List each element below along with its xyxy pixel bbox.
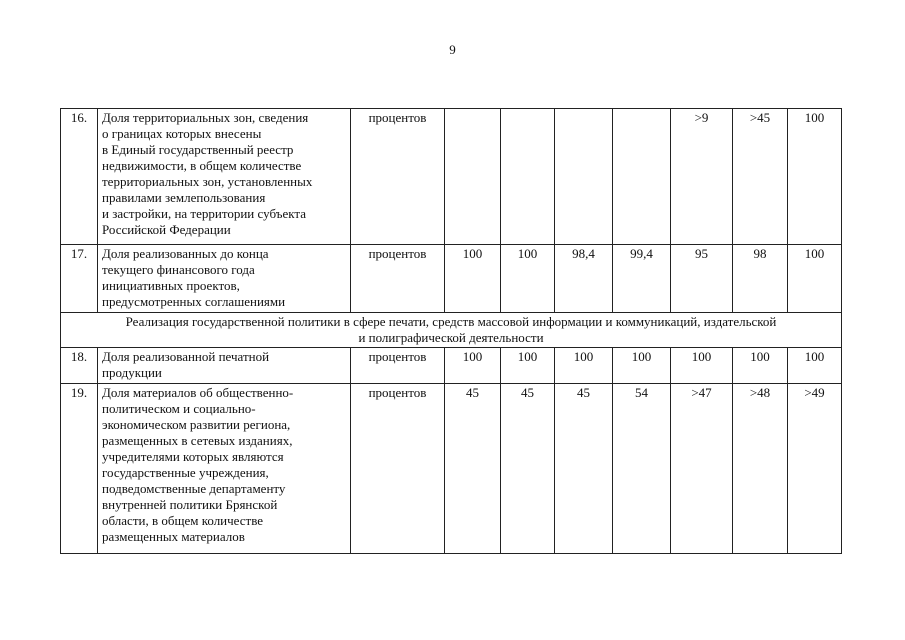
- indicator-name: Доля материалов об общественно- политическом и социально- экономическом развитии региона, размещенных в сетевых изданиях, учредителями которых являются государственные учреждения, подведомственные департаменту внутренней политики Брянской области, в общем количестве размещенных материалов: [98, 384, 351, 554]
- section-heading: Реализация государственной политики в сфере печати, средств массовой информации и коммуникаций, издательской и полиграфической деятельности: [61, 313, 842, 348]
- value-cell: 100: [788, 348, 842, 384]
- value-cell: 100: [445, 348, 501, 384]
- value-cell: [501, 109, 555, 245]
- value-cell: 54: [613, 384, 671, 554]
- row-number: 17.: [61, 245, 98, 313]
- value-cell: 100: [788, 109, 842, 245]
- table-row: [61, 384, 842, 554]
- indicator-name: Доля реализованной печатной продукции: [98, 348, 351, 384]
- value-cell: 100: [788, 245, 842, 313]
- value-cell: 100: [555, 348, 613, 384]
- value-cell: 99,4: [613, 245, 671, 313]
- value-cell: [613, 109, 671, 245]
- value-cell: 45: [445, 384, 501, 554]
- value-cell: 45: [501, 384, 555, 554]
- value-cell: >49: [788, 384, 842, 554]
- value-cell: 100: [671, 348, 733, 384]
- indicator-name: Доля территориальных зон, сведения о границах которых внесены в Единый государственный реестр недвижимости, в общем количестве территориальных зон, установленных правилами землепользования и застройки, на территории субъекта Российской Федерации: [98, 109, 351, 245]
- value-cell: 100: [613, 348, 671, 384]
- table-row: [61, 245, 842, 313]
- table-row: [61, 109, 842, 245]
- indicators-table: [60, 108, 842, 554]
- table-row: [61, 348, 842, 384]
- value-cell: 98,4: [555, 245, 613, 313]
- value-cell: 100: [501, 245, 555, 313]
- value-cell: 100: [445, 245, 501, 313]
- value-cell: >47: [671, 384, 733, 554]
- indicator-name: Доля реализованных до конца текущего финансового года инициативных проектов, предусмотренных соглашениями: [98, 245, 351, 313]
- row-number: 19.: [61, 384, 98, 554]
- value-cell: [445, 109, 501, 245]
- row-number: 16.: [61, 109, 98, 245]
- value-cell: 95: [671, 245, 733, 313]
- value-cell: >45: [733, 109, 788, 245]
- unit-cell: процентов: [351, 384, 445, 554]
- section-row: [61, 313, 842, 348]
- value-cell: 100: [733, 348, 788, 384]
- value-cell: >9: [671, 109, 733, 245]
- value-cell: >48: [733, 384, 788, 554]
- value-cell: [555, 109, 613, 245]
- row-number: 18.: [61, 348, 98, 384]
- page-number: 9: [449, 42, 456, 57]
- unit-cell: процентов: [351, 109, 445, 245]
- value-cell: 45: [555, 384, 613, 554]
- value-cell: 100: [501, 348, 555, 384]
- unit-cell: процентов: [351, 348, 445, 384]
- unit-cell: процентов: [351, 245, 445, 313]
- value-cell: 98: [733, 245, 788, 313]
